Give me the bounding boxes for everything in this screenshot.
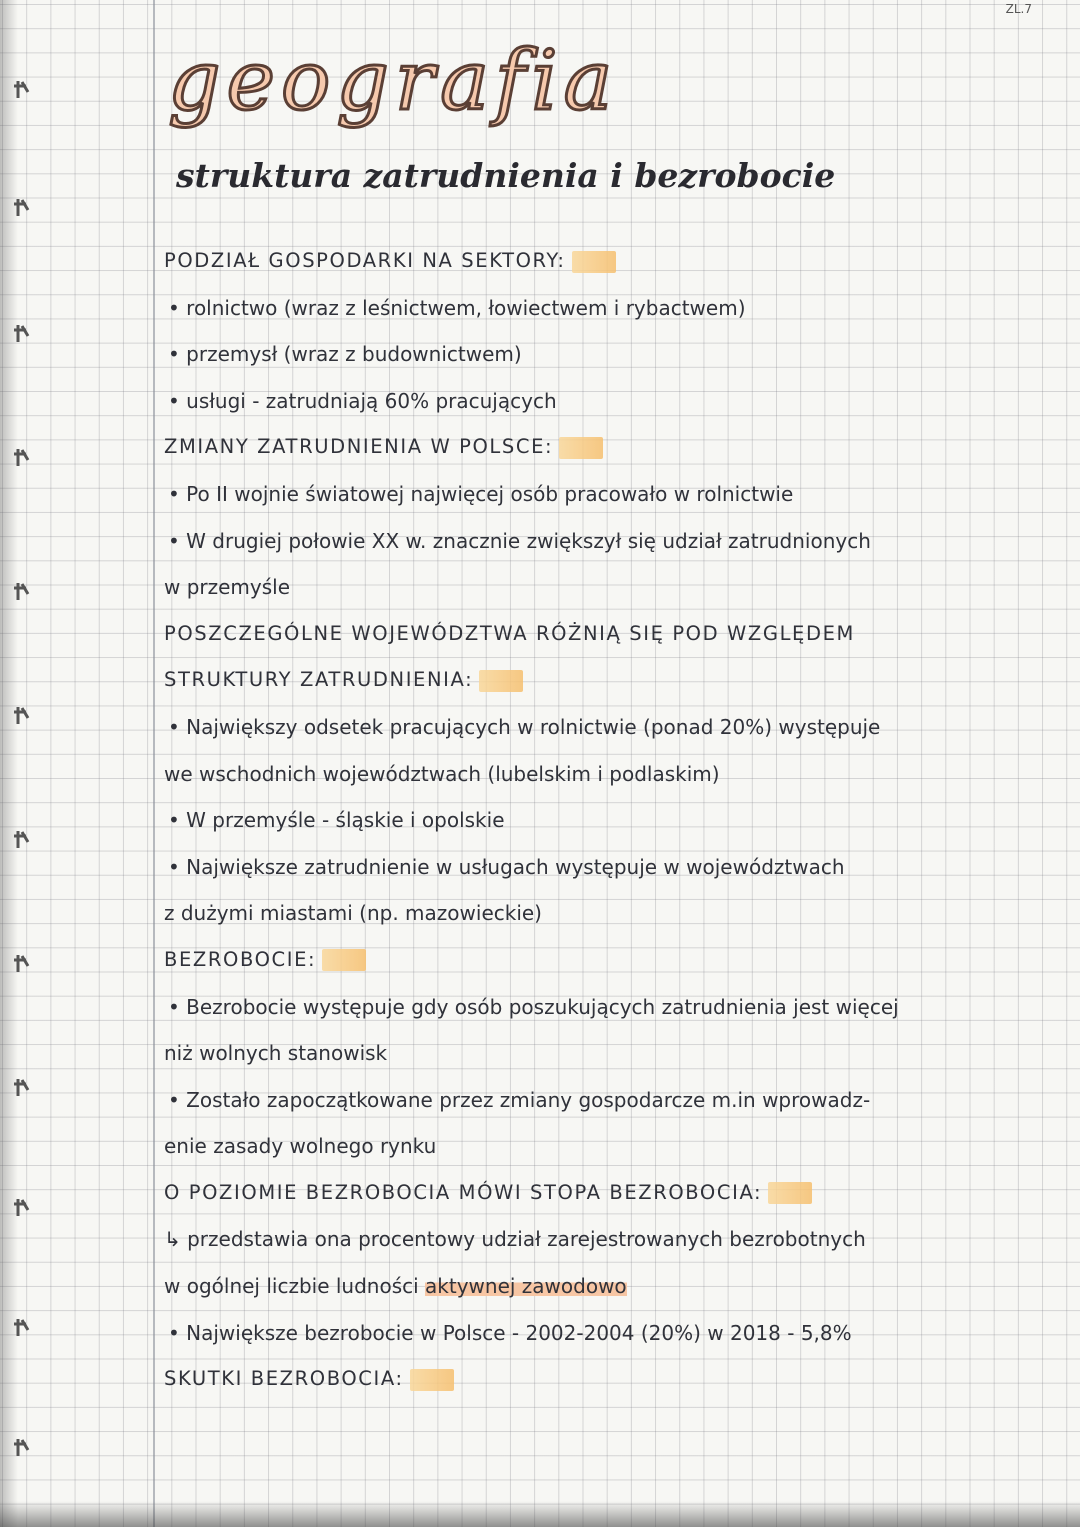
section-heading-text: SKUTKI BEZROBOCIA:: [164, 1367, 404, 1391]
title-block: [168, 32, 748, 142]
note-line: w przemyśle: [164, 575, 291, 600]
section-heading-text: ZMIANY ZATRUDNIENIA W POLSCE:: [164, 435, 554, 459]
section-heading: [164, 238, 1060, 285]
note-line: • Największe bezrobocie w Polsce - 2002-2004 (20%) w 2018 - 5,8%: [168, 1320, 852, 1345]
section-heading-text: PODZIAŁ GOSPODARKI NA SEKTORY:: [164, 249, 566, 272]
page-shadow-left: [0, 0, 18, 1527]
section-heading-text: O POZIOMIE BEZROBOCIA MÓWI STOPA BEZROBOCIA:: [164, 1180, 763, 1204]
note-line: • Bezrobocie występuje gdy osób poszukujących zatrudnienia jest więcej: [168, 994, 899, 1019]
section-heading: [164, 424, 1060, 471]
note-line: niż wolnych stanowisk: [164, 1041, 388, 1066]
binder-hole-icon: [10, 322, 36, 346]
highlight-mark: [322, 949, 366, 971]
note-line: • Zostało zapoczątkowane przez zmiany gospodarcze m.in wprowadz-: [168, 1087, 871, 1112]
section-heading-text: BEZROBOCIE:: [164, 947, 317, 971]
note-line: • Po II wojnie światowej najwięcej osób pracowało w rolnictwie: [168, 481, 794, 506]
section-heading: POSZCZEGÓLNE WOJEWÓDZTWA RÓŻNIĄ SIĘ POD WZGLĘDEM: [164, 621, 855, 645]
page-subtitle: struktura zatrudnienia i bezrobocie: [176, 156, 836, 195]
note-line: enie zasady wolnego rynku: [164, 1134, 437, 1159]
page-shadow-bottom: [0, 1501, 1080, 1527]
page-title: geografia: [168, 34, 619, 129]
section-heading: [164, 1356, 1060, 1403]
binder-hole-icon: [10, 446, 36, 470]
notes-body: [164, 238, 1060, 1403]
binder-hole-icon: [10, 78, 36, 102]
note-line: ↳ przedstawia ona procentowy udział zarejestrowanych bezrobotnych: [164, 1227, 866, 1252]
note-line: • Największe zatrudnienie w usługach występuje w województwach: [168, 854, 845, 879]
highlighted-text: aktywnej zawodowo: [425, 1274, 627, 1299]
note-text: w ogólnej liczbie ludności: [164, 1274, 426, 1299]
list-item: • rolnictwo (wraz z leśnictwem, łowiectwem i rybactwem): [168, 295, 746, 320]
highlight-mark: [768, 1182, 812, 1204]
page-number: ZL.7: [1005, 2, 1032, 16]
binder-hole-icon: [10, 1076, 36, 1100]
section-heading-text: STRUKTURY ZATRUDNIENIA:: [164, 668, 474, 692]
note-line: [164, 1263, 1060, 1310]
note-line: we wschodnich województwach (lubelskim i podlaskim): [164, 761, 720, 786]
binder-hole-icon: [10, 580, 36, 604]
binder-hole-icon: [10, 196, 36, 220]
note-line: z dużymi miastami (np. mazowieckie): [164, 901, 542, 926]
binder-hole-icon: [10, 1316, 36, 1340]
note-line: • Największy odsetek pracujących w rolnictwie (ponad 20%) występuje: [168, 714, 881, 739]
highlight-mark: [410, 1369, 454, 1391]
binder-hole-icon: [10, 1196, 36, 1220]
binder-hole-icon: [10, 952, 36, 976]
section-heading: [164, 937, 1060, 984]
margin-line: [153, 0, 155, 1527]
list-item: • usługi - zatrudniają 60% pracujących: [168, 388, 557, 413]
section-heading: [164, 1170, 1060, 1217]
highlight-mark: [479, 670, 523, 692]
binder-hole-icon: [10, 828, 36, 852]
note-line: • W drugiej połowie XX w. znacznie zwiększył się udział zatrudnionych: [168, 528, 871, 553]
note-line: • W przemyśle - śląskie i opolskie: [168, 808, 505, 833]
highlight-mark: [572, 251, 616, 273]
binder-hole-icon: [10, 1436, 36, 1460]
binder-hole-icon: [10, 704, 36, 728]
highlight-mark: [559, 437, 603, 459]
section-heading: [164, 657, 1060, 704]
list-item: • przemysł (wraz z budownictwem): [168, 342, 522, 367]
